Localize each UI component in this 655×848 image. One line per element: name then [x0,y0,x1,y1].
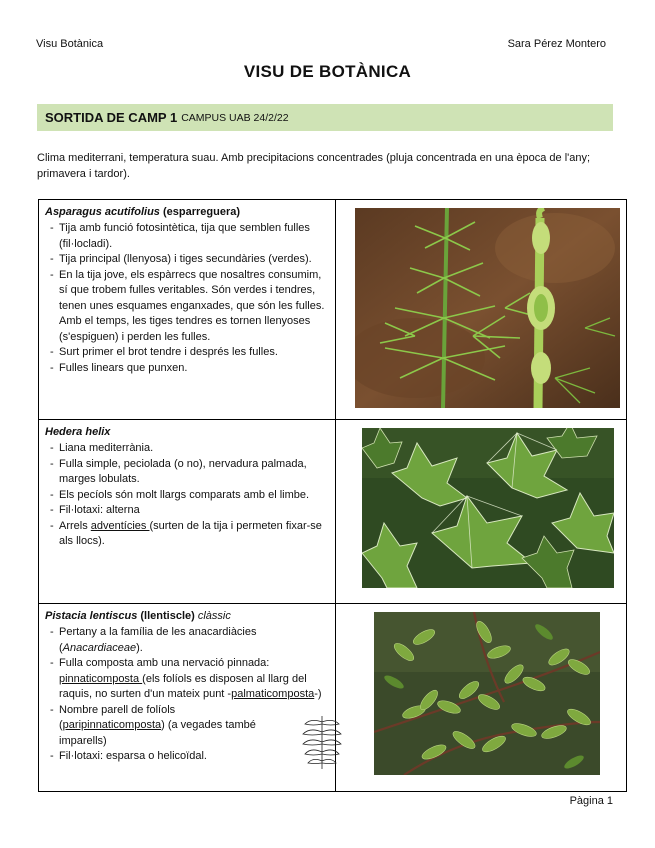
page-title: VISU DE BOTÀNICA [243,62,412,81]
list-item: - Fulles linears que punxen. [59,361,329,377]
section-header [37,104,613,131]
plant-photo-cell [336,604,627,792]
compound-explanation: (els folíols es disposen al llarg del raquis, no surten d'un mateix punt - [59,672,307,700]
plant-name [45,609,329,624]
section-title: SORTIDA DE CAMP 1 [45,110,178,125]
roots-explanation: (surten de la tija i permeten fixar-se als llocs). [59,519,322,547]
roots-text: Arrels [59,519,91,532]
ivy-photo [362,428,626,588]
list-item [59,703,259,750]
family-end: ). [136,641,143,654]
compound-text: Fulla composta amb una nervació pinnada: [59,657,270,669]
list-item [59,656,329,703]
header-left: Visu Botànica [36,38,104,50]
list-item: - Fil·lotaxi: esparsa o helicoïdal. [59,749,329,765]
list-item: - Fil·lotaxi: alterna [59,503,329,519]
feature-list [45,441,329,550]
plant-description [39,420,336,604]
compound-end: -) [314,688,322,700]
table-row [39,200,627,420]
section-subtitle: CAMPUS UAB 24/2/22 [181,111,289,124]
list-item [59,519,329,550]
page-number: Pàgina 1 [569,795,613,807]
list-item [59,625,329,656]
list-item: - Els pecíols són molt llargs comparats amb el limbe. [59,488,329,504]
list-item: - Liana mediterrània. [59,441,329,457]
common-name: (llentiscle) [140,610,195,622]
table-row [39,604,627,792]
plant-description [39,604,336,792]
plant-name [45,425,329,440]
plant-description [39,200,336,420]
table-row [39,420,627,604]
pairs-text: Nombre parell de folíols ( [59,703,176,731]
compound-term: pinnaticomposta [59,672,143,685]
pairs-end: ) (a vegades també imparells) [59,719,256,747]
mastic-photo [374,612,626,775]
plant-note: clàssic [197,610,231,622]
pairs-term: paripinnaticomposta [62,719,162,731]
plant-name [45,205,329,220]
feature-list [45,221,329,376]
list-item: - Tija amb funció fotosintètica, tija que semblen fulles (fil·locladi). [59,221,329,252]
family-latin: Anacardiaceae [62,641,137,654]
header-right: Sara Pérez Montero [507,38,606,50]
list-item: - Tija principal (llenyosa) i tiges secundàries (verdes). [59,252,329,268]
family-text: Pertany a la família de les anacardiàcies ( [59,626,257,654]
plant-photo-cell [336,420,627,604]
scientific-name: Hedera helix [45,426,111,438]
feature-list [45,625,329,765]
common-name: (esparreguera) [162,206,241,218]
list-item: - Surt primer el brot tendre i després les fulles. [59,345,329,361]
scientific-name: Asparagus acutifolius [45,206,160,218]
list-item: - En la tija jove, els espàrrecs que nosaltres consumim, sí que trobem fulles veritables. Són verdes i tendres, tenen unes esquames enganxades, que són les fulles. Amb el temps, les tiges tendres es tornen llenyoses (s'espiguen) i perden les fulles. [59,268,329,346]
roots-term: adventícies [90,519,150,532]
plant-photo-cell [336,200,627,420]
list-item: - Fulla simple, peciolada (o no), nervadura palmada, marges lobulats. [59,457,329,488]
plant-table [38,199,627,792]
intro-paragraph: Clima mediterrani, temperatura suau. Amb precipitacions concentrades (pluja concentrada en una època de l'any; primavera i tardor). [37,152,591,180]
scientific-name: Pistacia lentiscus [45,610,138,622]
asparagus-photo [355,208,626,408]
compound-term-alt: palmaticomposta [231,688,315,700]
pinnate-leaf-icon [301,714,343,773]
